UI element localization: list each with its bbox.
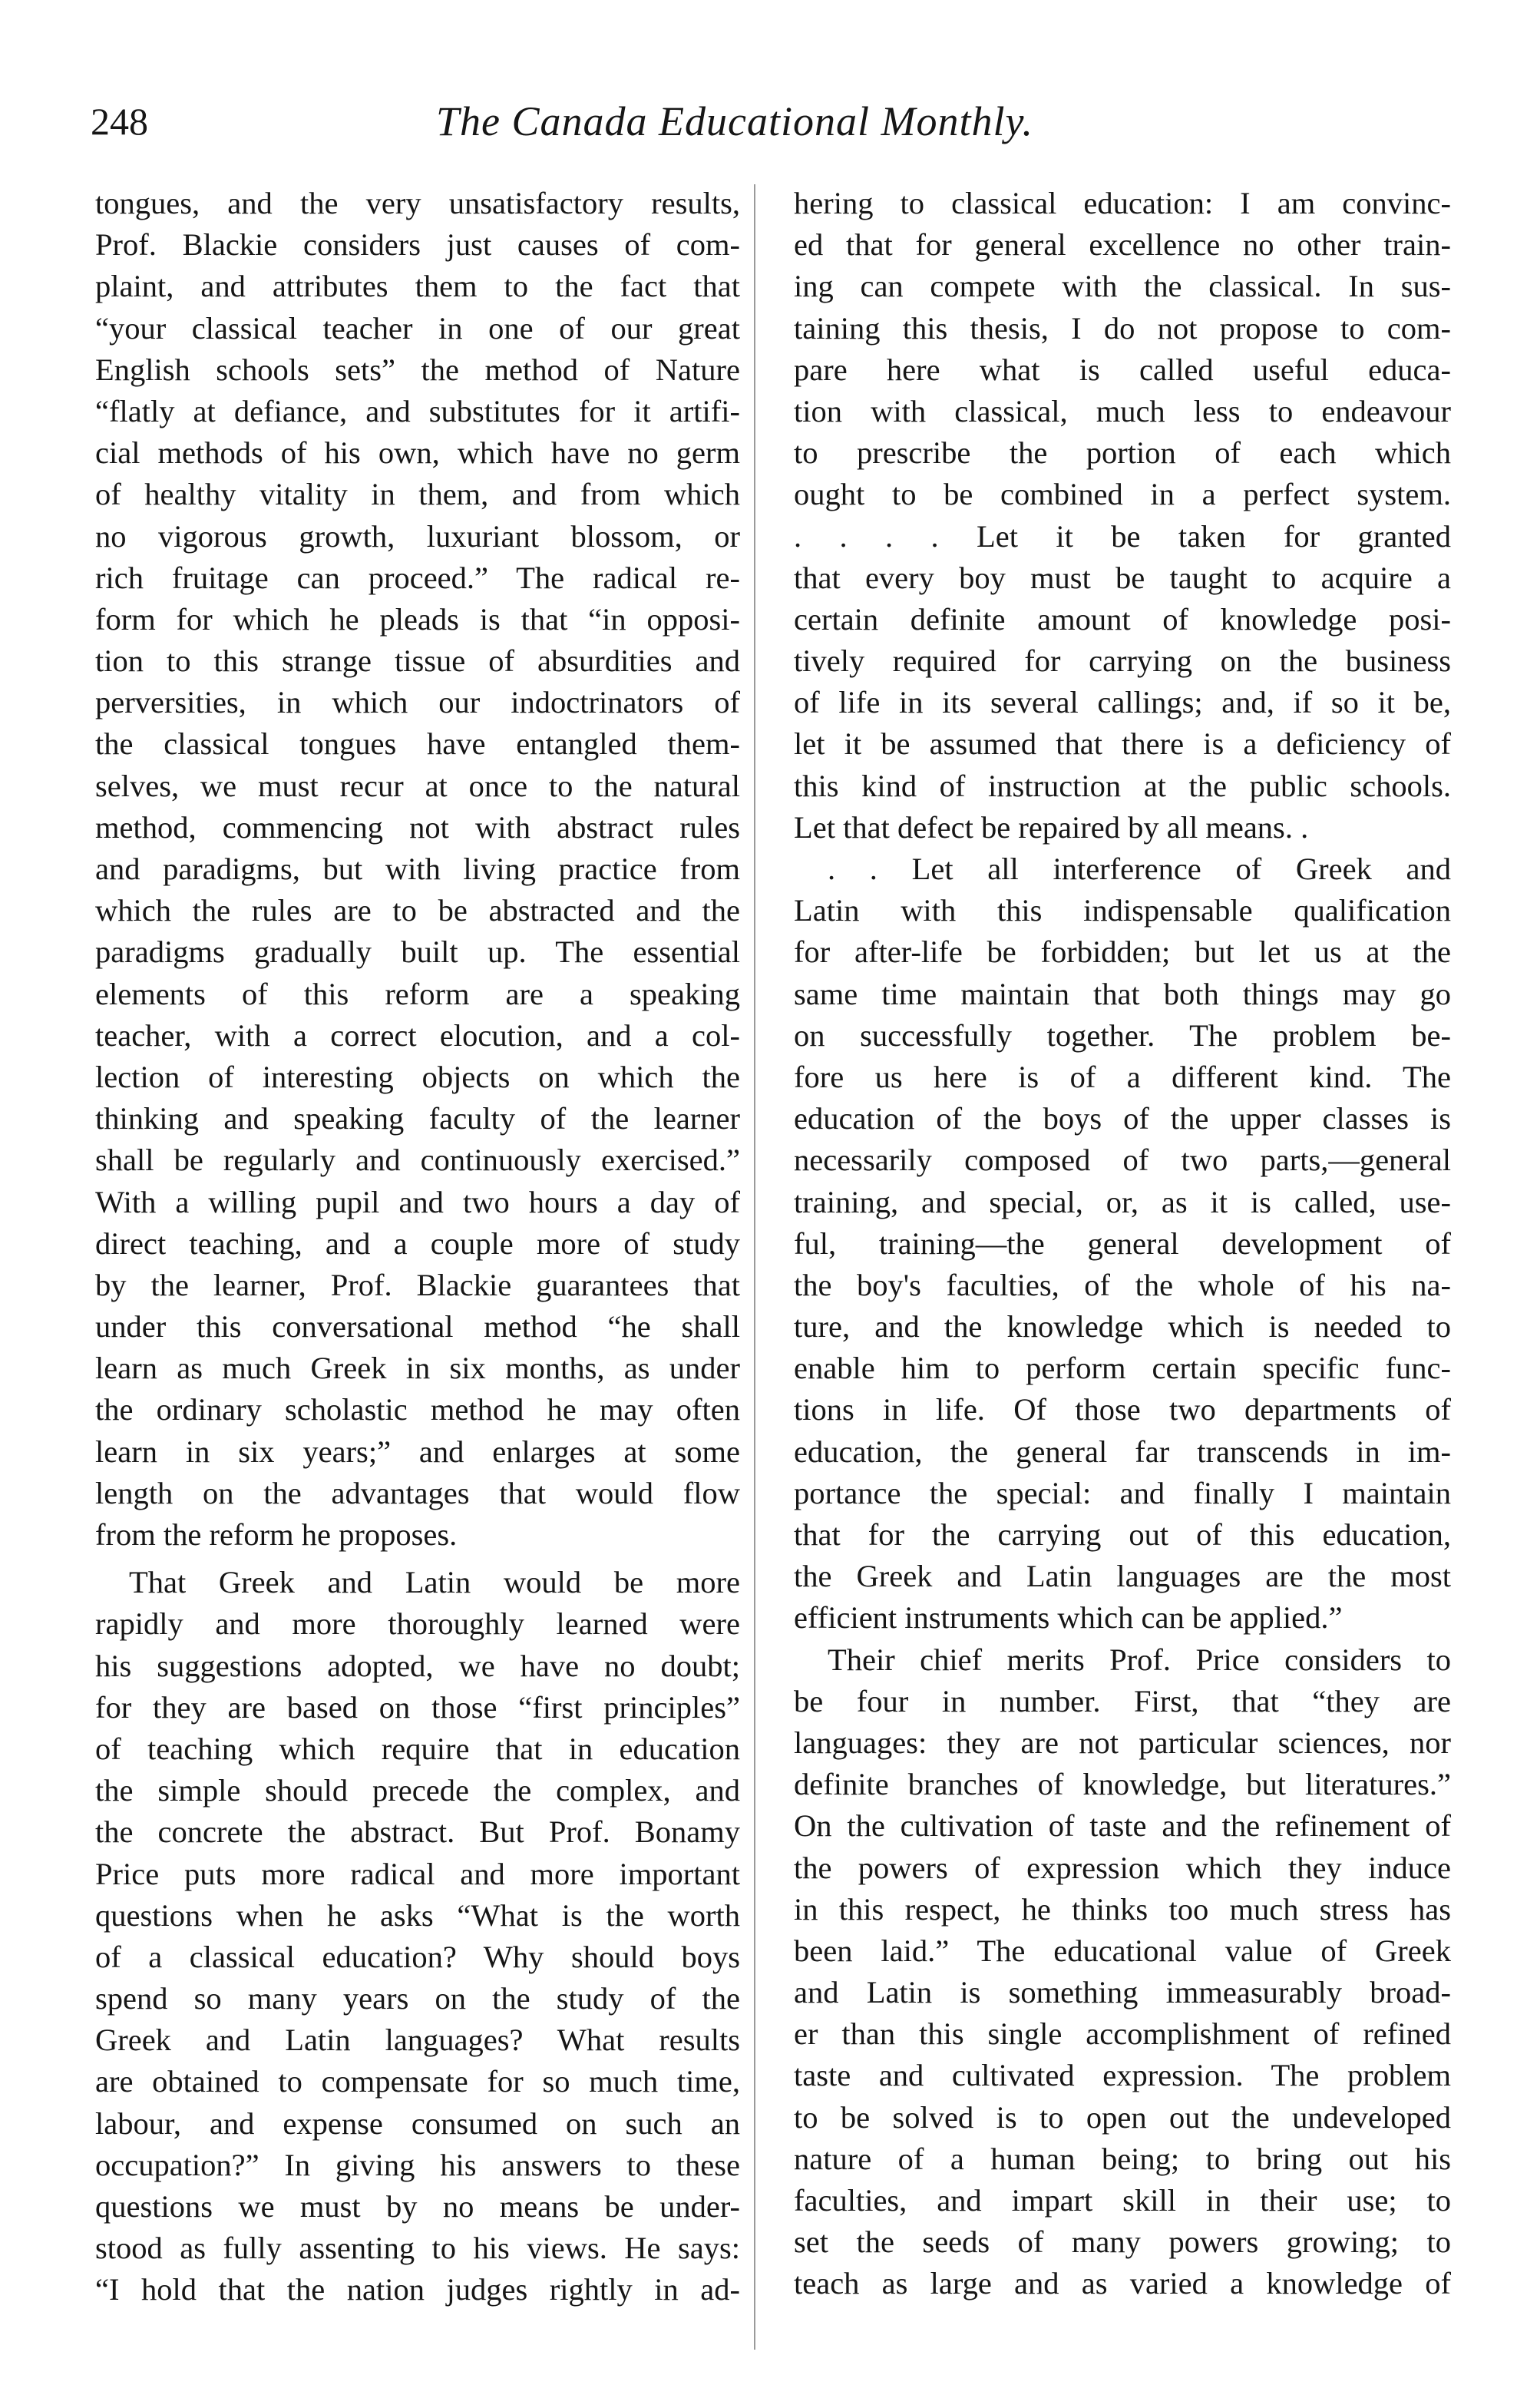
text-line: taining this thesis, I do not propose to com- <box>794 310 1451 346</box>
text-line: education of the boys of the upper classes is <box>794 1101 1451 1136</box>
text-line: spend so many years on the study of the <box>95 1981 740 2016</box>
text-line: the Greek and Latin languages are the most <box>794 1559 1451 1594</box>
text-line: ture, and the knowledge which is needed to <box>794 1309 1451 1345</box>
page-header <box>91 98 1442 160</box>
text-line: form for which he pleads is that “in opposi- <box>95 601 740 637</box>
text-line: training, and special, or, as it is called, use- <box>794 1184 1451 1219</box>
text-line: been laid.” The educational value of Greek <box>794 1933 1451 1968</box>
text-line: Prof. Blackie considers just causes of com- <box>95 227 740 263</box>
text-line: education, the general far transcends in im- <box>794 1434 1451 1469</box>
text-line: certain definite amount of knowledge posi- <box>794 601 1451 637</box>
text-line: tively required for carrying on the business <box>794 643 1451 679</box>
text-line: tion with classical, much less to endeavour <box>794 393 1451 428</box>
text-line: er than this single accomplishment of refined <box>794 2016 1451 2052</box>
text-line: learn as much Greek in six months, as under <box>95 1351 740 1386</box>
text-line: by the learner, Prof. Blackie guarantees that <box>95 1267 740 1302</box>
text-line: from the reform he proposes. <box>95 1517 458 1552</box>
text-line: the simple should precede the complex, and <box>95 1773 740 1808</box>
text-line: of healthy vitality in them, and from which <box>95 477 740 512</box>
text-line: enable him to perform certain specific func- <box>794 1351 1451 1386</box>
text-line: of teaching which require that in education <box>95 1731 740 1766</box>
text-line: lection of interesting objects on which the <box>95 1059 740 1094</box>
text-line: learn in six years;” and enlarges at some <box>95 1434 740 1469</box>
left-paragraph-2 <box>95 1562 740 2310</box>
text-line: of a classical education? Why should boys <box>95 1939 740 1974</box>
text-line: Greek and Latin languages? What results <box>95 2023 740 2058</box>
text-line: the classical tongues have entangled them- <box>95 726 740 762</box>
text-line: languages: they are not particular sciences, nor <box>794 1725 1451 1760</box>
text-line: be four in number. First, that “they are <box>794 1683 1451 1718</box>
text-line: rapidly and more thoroughly learned were <box>95 1606 740 1642</box>
text-line: selves, we must recur at once to the natural <box>95 768 740 803</box>
text-line: that for the carrying out of this education, <box>794 1517 1451 1552</box>
right-paragraph-2 <box>794 848 1451 1639</box>
text-line: method, commencing not with abstract rules <box>95 809 740 845</box>
text-line: With a willing pupil and two hours a day of <box>95 1184 740 1219</box>
text-line: hering to classical education: I am convinc- <box>794 186 1451 220</box>
text-line: plaint, and attributes them to the fact that <box>95 269 740 304</box>
text-line: the ordinary scholastic method he may often <box>95 1392 740 1427</box>
text-line: portance the special: and finally I maintain <box>794 1475 1451 1510</box>
text-line: that every boy must be taught to acquire a <box>794 560 1451 595</box>
text-line: Their chief merits Prof. Price considers to <box>828 1642 1451 1677</box>
text-line: the powers of expression which they induce <box>794 1850 1451 1885</box>
text-line: are obtained to compensate for so much time, <box>95 2064 740 2099</box>
text-line: Latin with this indispensable qualification <box>794 893 1451 928</box>
text-line: pare here what is called useful educa- <box>794 352 1451 387</box>
text-line: teacher, with a correct elocution, and a col- <box>95 1017 740 1053</box>
text-line: of life in its several callings; and, if so it be, <box>794 685 1451 720</box>
text-line: definite branches of knowledge, but literatures.” <box>794 1767 1451 1802</box>
text-line: efficient instruments which can be applied.” <box>794 1600 1343 1636</box>
text-line: for after-life be forbidden; but let us at the <box>794 934 1451 970</box>
text-line: elements of this reform are a speaking <box>95 976 740 1011</box>
text-line: . . Let all interference of Greek and <box>828 852 1451 886</box>
text-line: his suggestions adopted, we have no doubt; <box>95 1648 740 1683</box>
left-paragraph-1 <box>95 183 740 1556</box>
text-line: “your classical teacher in one of our great <box>95 310 740 346</box>
text-line: set the seeds of many powers growing; to <box>794 2224 1451 2260</box>
text-line: teach as large and as varied a knowledge of <box>794 2266 1451 2301</box>
text-line: on successfully together. The problem be- <box>794 1017 1451 1053</box>
text-line: rich fruitage can proceed.” The radical re- <box>95 560 740 595</box>
text-line: shall be regularly and continuously exercised.” <box>95 1143 740 1178</box>
text-line: and paradigms, but with living practice from <box>95 852 740 886</box>
text-line: to be solved is to open out the undeveloped <box>794 2099 1451 2135</box>
text-line: tion to this strange tissue of absurdities and <box>95 643 740 679</box>
text-line: Let that defect be repaired by all means. . <box>794 809 1309 845</box>
text-line: perversities, in which our indoctrinators of <box>95 685 740 720</box>
right-paragraph-3 <box>794 1639 1451 2305</box>
text-line: tions in life. Of those two departments of <box>794 1392 1451 1427</box>
text-line: which the rules are to be abstracted and the <box>95 893 740 928</box>
text-line: cial methods of his own, which have no germ <box>95 435 740 471</box>
text-line: questions we must by no means be under- <box>95 2189 740 2224</box>
right-paragraph-1 <box>794 183 1451 848</box>
left-column <box>95 183 740 2311</box>
paragraph-gap <box>95 1556 740 1562</box>
text-line: On the cultivation of taste and the refinement of <box>794 1808 1451 1844</box>
text-line: That Greek and Latin would be more <box>129 1565 740 1600</box>
text-line: labour, and expense consumed on such an <box>95 2105 740 2141</box>
text-line: for they are based on those “first principles” <box>95 1689 740 1725</box>
text-line: tongues, and the very unsatisfactory results, <box>95 186 740 220</box>
text-line: this kind of instruction at the public schools. <box>794 768 1451 803</box>
text-line: questions when he asks “What is the worth <box>95 1897 740 1933</box>
text-line: the boy's faculties, of the whole of his na- <box>794 1267 1451 1302</box>
text-line: occupation?” In giving his answers to these <box>95 2147 740 2182</box>
text-line: “I hold that the nation judges rightly in ad- <box>95 2272 740 2307</box>
text-line: English schools sets” the method of Nature <box>95 352 740 387</box>
text-line: stood as fully assenting to his views. He says: <box>95 2231 740 2266</box>
text-line: nature of a human being; to bring out his <box>794 2141 1451 2176</box>
text-line: ought to be combined in a perfect system. <box>794 477 1451 512</box>
text-line: the concrete the abstract. But Prof. Bonamy <box>95 1814 740 1850</box>
text-line: under this conversational method “he shall <box>95 1309 740 1345</box>
text-line: necessarily composed of two parts,—general <box>794 1143 1451 1178</box>
column-divider <box>754 184 755 2350</box>
running-head-title: The Canada Educational Monthly. <box>436 98 1033 144</box>
text-line: thinking and speaking faculty of the learner <box>95 1101 740 1136</box>
text-line: paradigms gradually built up. The essential <box>95 934 740 970</box>
text-line: length on the advantages that would flow <box>95 1475 740 1510</box>
text-line: “flatly at defiance, and substitutes for it artifi- <box>95 393 740 428</box>
text-line: faculties, and impart skill in their use; to <box>794 2183 1451 2218</box>
text-line: ful, training—the general development of <box>794 1226 1451 1261</box>
right-column <box>794 183 1451 2305</box>
text-line: Price puts more radical and more important <box>95 1856 740 1891</box>
text-line: direct teaching, and a couple more of study <box>95 1226 740 1261</box>
text-line: ing can compete with the classical. In sus- <box>794 269 1451 304</box>
text-line: same time maintain that both things may go <box>794 976 1451 1011</box>
text-line: no vigorous growth, luxuriant blossom, or <box>95 518 740 554</box>
text-line: . . . . Let it be taken for granted <box>794 518 1451 554</box>
text-line: fore us here is of a different kind. The <box>794 1059 1451 1094</box>
text-line: taste and cultivated expression. The problem <box>794 2058 1451 2093</box>
text-line: let it be assumed that there is a deficiency of <box>794 726 1451 762</box>
page-number: 248 <box>91 100 148 143</box>
text-line: to prescribe the portion of each which <box>794 435 1451 471</box>
text-line: and Latin is something immeasurably broad- <box>794 1975 1451 2010</box>
text-line: ed that for general excellence no other train- <box>794 227 1451 263</box>
text-line: in this respect, he thinks too much stress has <box>794 1891 1451 1927</box>
